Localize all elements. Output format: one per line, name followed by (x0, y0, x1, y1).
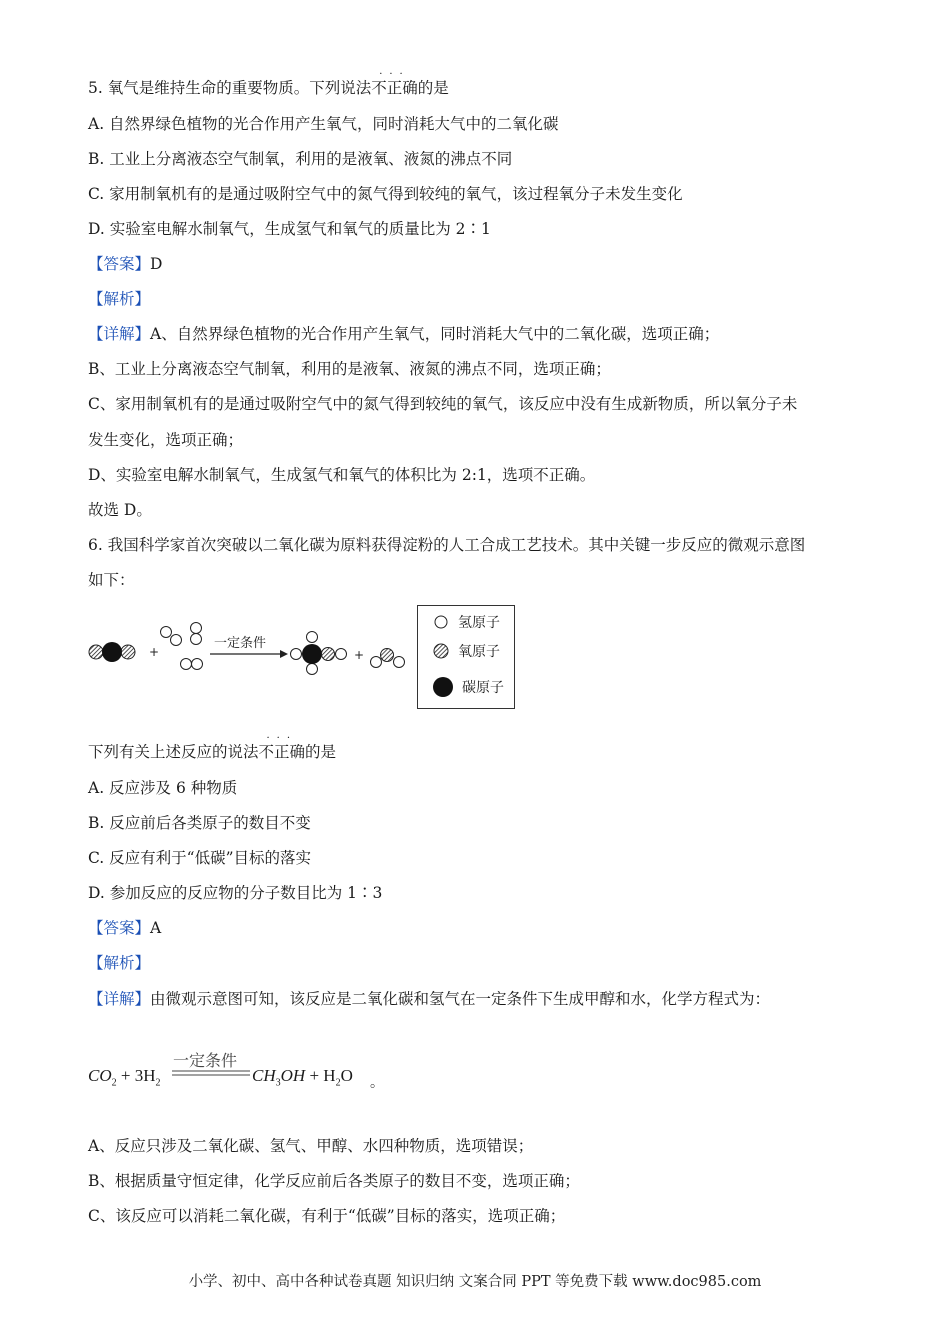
emphasis-dotted: ··· 不正确 (258, 733, 306, 761)
equation-condition: 一定条件 (173, 1051, 238, 1070)
legend-hydrogen: 氢原子 (432, 612, 500, 632)
page-footer: 小学、初中、高中各种试卷真题 知识归纳 文案合同 PPT 等免费下载 www.doc985.com (188, 1274, 762, 1290)
legend-oxygen: 氧原子 (432, 641, 500, 661)
h2-molecules (161, 623, 203, 670)
q6-stem-1: 6. 我国科学家首次突破以二氧化碳为原料获得淀粉的人工合成工艺技术。其中关键一步反应的微观示意图 (88, 536, 806, 554)
q6-stem-2: 如下： (88, 571, 135, 589)
q5-option-a: A. 自然界绿色植物的光合作用产生氧气，同时消耗大气中的二氧化碳 (88, 115, 559, 133)
q6-option-b: B. 反应前后各类原子的数目不变 (88, 814, 311, 832)
equation-equals-sign (172, 1069, 250, 1077)
q5-option-c: C. 家用制氧机有的是通过吸附空气中的氮气得到较纯的氧气，该过程氧分子未发生变化 (88, 185, 683, 203)
q5-option-d: D. 实验室电解水制氧气，生成氢气和氧气的质量比为 2∶1 (88, 220, 491, 238)
q6-detail-3: C、该反应可以消耗二氧化碳，有利于“低碳”目标的落实，选项正确； (88, 1207, 566, 1225)
equation-reactants: $CO_2 + 3H_2$ (88, 1066, 161, 1089)
emphasis-dotted: ··· 不正确 (371, 69, 418, 97)
equation-products: $CH_3OH + H_2O$ (252, 1066, 353, 1089)
q5-analysis-tag: 【解析】 (88, 290, 151, 308)
q6-detail-1: A、反应只涉及二氧化碳、氢气、甲醇、水四种物质，选项错误； (88, 1137, 534, 1155)
q5-detail-2: B、工业上分离液态空气制氧，利用的是液氧、液氮的沸点不同，选项正确； (88, 360, 611, 378)
h2o-molecule (371, 649, 405, 668)
co2-molecule (89, 642, 135, 662)
q5-option-b: B. 工业上分离液态空气制氧，利用的是液氧、液氮的沸点不同 (88, 150, 513, 168)
reaction-arrow (210, 650, 288, 658)
ch3oh-molecule (291, 632, 347, 675)
plus-sign-1: + (149, 645, 160, 659)
q5-stem: 5. 氧气是维持生命的重要物质。下列说法 ··· 不正确的是 (88, 69, 449, 97)
plus-sign-2: + (354, 648, 365, 662)
atom-legend (417, 605, 515, 709)
chemical-equation (88, 1045, 408, 1095)
hydrogen-atom-icon (432, 613, 450, 631)
q6-answer: 【答案】A (88, 919, 162, 937)
q6-analysis-tag: 【解析】 (88, 954, 151, 972)
q5-detail-1: 【详解】A、自然界绿色植物的光合作用产生氧气，同时消耗大气中的二氧化碳，选项正确； (88, 325, 720, 343)
legend-carbon: 碳原子 (432, 676, 504, 698)
q5-detail-4: D、实验室电解水制氧气，生成氢气和氧气的体积比为 2:1，选项不正确。 (88, 466, 596, 484)
condition-label: 一定条件 (214, 636, 267, 651)
oxygen-atom-icon (432, 642, 450, 660)
equation-period: 。 (370, 1076, 384, 1091)
q5-detail-3b: 发生变化，选项正确； (88, 431, 244, 449)
q6-option-a: A. 反应涉及 6 种物质 (88, 779, 238, 797)
q6-option-d: D. 参加反应的反应物的分子数目比为 1∶3 (88, 884, 383, 902)
q5-answer: 【答案】D (88, 255, 163, 273)
q6-detail-2: B、根据质量守恒定律，化学反应前后各类原子的数目不变，选项正确； (88, 1172, 580, 1190)
q6-option-c: C. 反应有利于“低碳”目标的落实 (88, 849, 312, 867)
q6-question: 下列有关上述反应的说法 ··· 不正确的是 (88, 733, 337, 761)
q5-detail-3a: C、家用制氧机有的是通过吸附空气中的氮气得到较纯的氧气，该反应中没有生成新物质，所以氧分子未 (88, 395, 798, 413)
carbon-atom-icon (432, 676, 454, 698)
q5-choose: 故选 D。 (88, 501, 152, 519)
q6-detail-intro: 【详解】由微观示意图可知，该反应是二氧化碳和氢气在一定条件下生成甲醇和水，化学方程式为： (88, 990, 771, 1008)
